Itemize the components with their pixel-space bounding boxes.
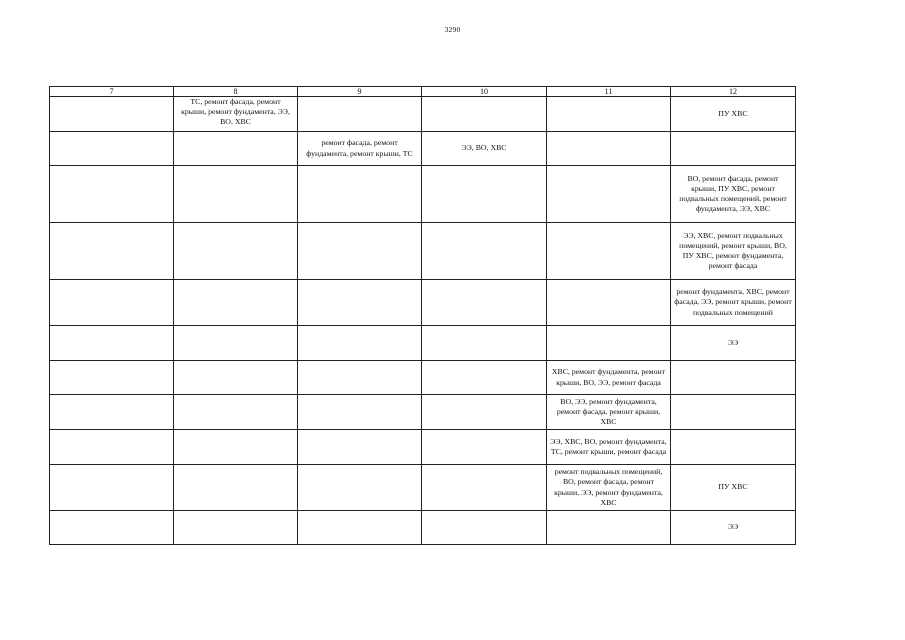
table-cell	[547, 97, 671, 132]
column-header-12: 12	[671, 87, 796, 97]
table-row	[50, 166, 796, 223]
table-cell	[422, 280, 547, 326]
table-cell	[50, 430, 174, 465]
table-cell: ЭЭ	[671, 511, 796, 545]
column-header-7: 7	[50, 87, 174, 97]
header-row	[50, 87, 796, 97]
works-table	[49, 86, 796, 545]
table-cell	[298, 97, 422, 132]
table-cell: ремонт фасада, ремонт фундамента, ремонт крыши, ТС	[298, 132, 422, 166]
table-cell: ХВС, ремонт фундамента, ремонт крыши, ВО, ЭЭ, ремонт фасада	[547, 361, 671, 395]
table-cell	[547, 511, 671, 545]
table-cell	[174, 132, 298, 166]
table-cell	[422, 97, 547, 132]
table-cell	[298, 361, 422, 395]
table-cell	[50, 511, 174, 545]
table-cell	[50, 326, 174, 361]
table-cell	[671, 361, 796, 395]
table-cell	[50, 361, 174, 395]
table-cell: ЭЭ, ХВС, ремонт подвальных помещений, ремонт крыши, ВО, ПУ ХВС, ремонт фундамента, ремонт фасада	[671, 223, 796, 280]
table-cell	[298, 465, 422, 511]
table-cell	[298, 430, 422, 465]
table-cell	[298, 166, 422, 223]
table-row	[50, 465, 796, 511]
table-cell	[298, 223, 422, 280]
table-cell	[298, 395, 422, 430]
table-row	[50, 97, 796, 132]
table-cell	[422, 326, 547, 361]
table-row	[50, 326, 796, 361]
table-cell	[422, 395, 547, 430]
table-cell	[298, 511, 422, 545]
table-cell: ВО, ремонт фасада, ремонт крыши, ПУ ХВС, ремонт подвальных помещений, ремонт фундамента, ЭЭ, ХВС	[671, 166, 796, 223]
table-cell: ремонт фундамента, ХВС, ремонт фасада, ЭЭ, ремонт крыши, ремонт подвальных помещений	[671, 280, 796, 326]
table-row	[50, 430, 796, 465]
table-cell	[422, 223, 547, 280]
column-header-10: 10	[422, 87, 547, 97]
table-cell	[50, 280, 174, 326]
table-cell	[50, 395, 174, 430]
table-cell: ПУ ХВС	[671, 97, 796, 132]
table-cell: ЭЭ, ВО, ХВС	[422, 132, 547, 166]
column-header-11: 11	[547, 87, 671, 97]
table-cell	[422, 361, 547, 395]
table-cell	[174, 361, 298, 395]
table-cell	[547, 166, 671, 223]
table-cell	[50, 97, 174, 132]
table-cell	[422, 465, 547, 511]
table-row	[50, 361, 796, 395]
table-row	[50, 511, 796, 545]
table-cell	[422, 430, 547, 465]
table-row	[50, 132, 796, 166]
table-cell	[174, 166, 298, 223]
table-cell	[174, 280, 298, 326]
table-cell	[671, 430, 796, 465]
table-cell	[50, 132, 174, 166]
table-cell	[422, 511, 547, 545]
table-cell	[298, 280, 422, 326]
table-cell	[547, 223, 671, 280]
table-cell	[50, 465, 174, 511]
table-cell	[174, 326, 298, 361]
table-cell: ВО, ЭЭ, ремонт фундамента, ремонт фасада, ремонт крыши, ХВС	[547, 395, 671, 430]
table-cell: ЭЭ, ХВС, ВО, ремонт фундамента, ТС, ремонт крыши, ремонт фасада	[547, 430, 671, 465]
page-number: 3290	[444, 25, 461, 34]
table-cell	[671, 395, 796, 430]
table-cell	[547, 280, 671, 326]
table-cell: ПУ ХВС	[671, 465, 796, 511]
table-row	[50, 223, 796, 280]
table-row	[50, 280, 796, 326]
table-cell: ТС, ремонт фасада, ремонт крыши, ремонт фундамента, ЭЭ, ВО, ХВС	[174, 97, 298, 132]
table-cell	[671, 132, 796, 166]
table-row	[50, 395, 796, 430]
table-cell	[174, 430, 298, 465]
column-header-9: 9	[298, 87, 422, 97]
table-cell	[174, 223, 298, 280]
table-cell: ЭЭ	[671, 326, 796, 361]
table-cell	[422, 166, 547, 223]
table-cell: ремонт подвальных помещений, ВО, ремонт фасада, ремонт крыши, ЭЭ, ремонт фундамента, ХВС	[547, 465, 671, 511]
table-cell	[50, 166, 174, 223]
table-cell	[174, 395, 298, 430]
table-cell	[298, 326, 422, 361]
table-cell	[547, 132, 671, 166]
column-header-8: 8	[174, 87, 298, 97]
table-cell	[174, 465, 298, 511]
table-cell	[174, 511, 298, 545]
table-cell	[547, 326, 671, 361]
table-cell	[50, 223, 174, 280]
